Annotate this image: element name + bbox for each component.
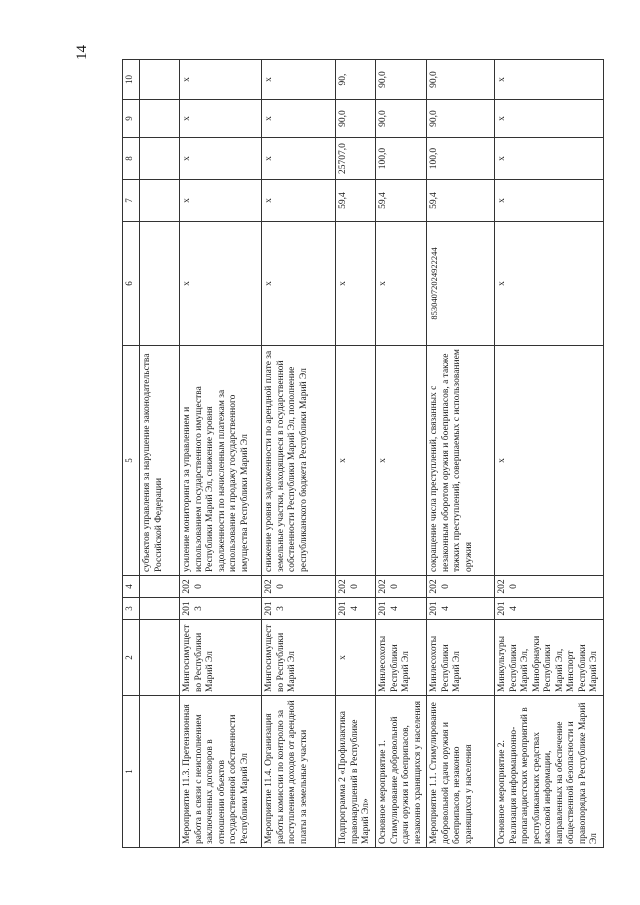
cell-end-year: 2020 (495, 576, 604, 598)
cell-v7: 59,4 (427, 180, 495, 222)
cell-code: x (262, 222, 336, 346)
cell-v9: x (495, 100, 604, 138)
cell-event: Подпрограмма 2 «Профилактика правонарушений в Республике Марий Эл» (336, 696, 376, 848)
cell-v10: x (495, 60, 604, 100)
cell-v8: x (262, 138, 336, 180)
cell-end-year: 2020 (180, 576, 262, 598)
table-row (180, 60, 262, 848)
table-row (140, 60, 180, 848)
col-header-5: 5 (123, 346, 140, 576)
cell-result: сокращение числа преступлений, связанных с незаконным оборотом оружия и боеприпасов, а также тяжких преступлений, совершаемых с использованием оружия (427, 346, 495, 576)
program-table (122, 59, 604, 848)
cell-event: Мероприятие 11.3. Претензионная работа в связи с неисполнением заключенных договоров в отношении объектов государственной собственности Республики Марий Эл (180, 696, 262, 848)
cell-event: Мероприятие 11.4. Организация работы комиссии по контролю за поступлением доходов от арендной платы за земельные участки (262, 696, 336, 848)
cell-v8: 25707,0 (336, 138, 376, 180)
cell-executor: Мингосимущество Республики Марий Эл (180, 620, 262, 696)
cell-v8: 100,0 (427, 138, 495, 180)
cell-start-year: 2014 (376, 598, 427, 620)
cell-v10: 90,0 (427, 60, 495, 100)
cell-v9: x (262, 100, 336, 138)
table-row (262, 60, 336, 848)
cell-code: 85304072024922244 (427, 222, 495, 346)
cell-executor (140, 620, 180, 696)
cell-v10: 90,0 (376, 60, 427, 100)
cell-v8: x (180, 138, 262, 180)
cell-start-year: 2014 (427, 598, 495, 620)
col-header-8: 8 (123, 138, 140, 180)
cell-v7: 59,4 (336, 180, 376, 222)
cell-v8: 100,0 (376, 138, 427, 180)
col-header-7: 7 (123, 180, 140, 222)
cell-v9: 90,0 (376, 100, 427, 138)
cell-v7: x (262, 180, 336, 222)
cell-v9: 90,0 (336, 100, 376, 138)
cell-v7: x (180, 180, 262, 222)
cell-executor: Минлесохоты Республики Марий Эл (376, 620, 427, 696)
cell-code (140, 222, 180, 346)
cell-v10: x (262, 60, 336, 100)
table-row (427, 60, 495, 848)
cell-result: x (495, 346, 604, 576)
cell-start-year: 2013 (262, 598, 336, 620)
cell-v10 (140, 60, 180, 100)
cell-v9: x (180, 100, 262, 138)
cell-end-year (140, 576, 180, 598)
table-row (336, 60, 376, 848)
cell-executor: Минкультуры Республики Марий Эл, Минобрнауки Республики Марий Эл, Минспорт Республики Марий Эл (495, 620, 604, 696)
cell-code: x (180, 222, 262, 346)
cell-result: усиление мониторинга за управлением и использованием государственного имущества Республики Марий Эл, снижение уровня задолженности по начисленным платежам за использование и продажу государственного имущества Республики Марий Эл (180, 346, 262, 576)
page-number: 14 (74, 45, 90, 60)
cell-code: x (495, 222, 604, 346)
table-row (495, 60, 604, 848)
cell-end-year: 2020 (262, 576, 336, 598)
col-header-6: 6 (123, 222, 140, 346)
col-header-9: 9 (123, 100, 140, 138)
cell-v7 (140, 180, 180, 222)
cell-executor: x (336, 620, 376, 696)
cell-start-year: 2014 (336, 598, 376, 620)
cell-code: x (336, 222, 376, 346)
cell-result: x (376, 346, 427, 576)
cell-event: Основное мероприятие 1. Стимулирование добровольной сдачи оружия и боеприпасов, незаконно хранящихся у населения (376, 696, 427, 848)
cell-start-year (140, 598, 180, 620)
cell-v7: x (495, 180, 604, 222)
cell-v9 (140, 100, 180, 138)
cell-v10: x (180, 60, 262, 100)
document-table-rotated (122, 60, 599, 848)
cell-v9: 90,0 (427, 100, 495, 138)
cell-v8 (140, 138, 180, 180)
cell-v10: 90, (336, 60, 376, 100)
cell-v7: 59,4 (376, 180, 427, 222)
cell-result: снижение уровня задолженности по арендной плате за земельные участки, находящиеся в государственной собственности Республики Марий Эл, пополнение республиканского бюджета Республики Марий Эл (262, 346, 336, 576)
cell-event (140, 696, 180, 848)
cell-event: Основное мероприятие 2. Реализация информационно-пропагандистских мероприятий в республиканских средствах массовой информации, направленных на обеспечение общественной безопасности и правопорядка в Республике Марий Эл (495, 696, 604, 848)
col-header-2: 2 (123, 620, 140, 696)
cell-event: Мероприятие 1.1. Стимулирование добровольной сдачи оружия и боеприпасов, незаконно хранящихся у населения (427, 696, 495, 848)
cell-end-year: 2020 (336, 576, 376, 598)
cell-result: субъектов управления за нарушение законодательства Российской Федерации (140, 346, 180, 576)
cell-result: x (336, 346, 376, 576)
cell-start-year: 2014 (495, 598, 604, 620)
cell-v8: x (495, 138, 604, 180)
col-header-3: 3 (123, 598, 140, 620)
table-row (376, 60, 427, 848)
col-header-1: 1 (123, 696, 140, 848)
cell-executor: Минлесохоты Республики Марий Эл (427, 620, 495, 696)
col-header-4: 4 (123, 576, 140, 598)
cell-start-year: 2013 (180, 598, 262, 620)
cell-end-year: 2020 (427, 576, 495, 598)
cell-end-year: 2020 (376, 576, 427, 598)
header-row (123, 60, 140, 848)
cell-executor: Мингосимущество Республики Марий Эл (262, 620, 336, 696)
col-header-10: 10 (123, 60, 140, 100)
cell-code: x (376, 222, 427, 346)
